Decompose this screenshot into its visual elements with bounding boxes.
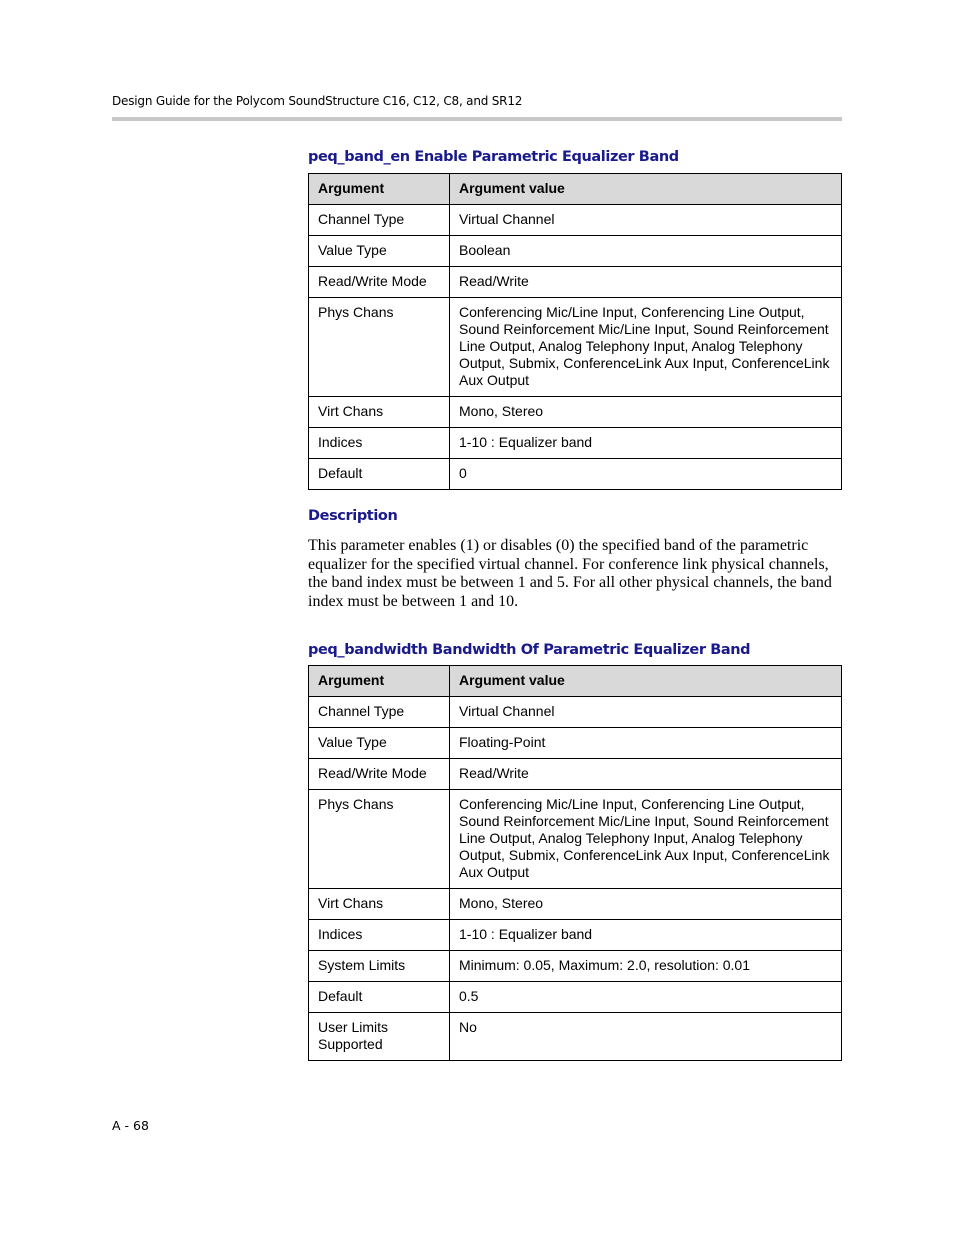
argument-cell: User Limits Supported [309, 1013, 450, 1061]
argument-value-cell: Minimum: 0.05, Maximum: 2.0, resolution: 0.01 [450, 951, 842, 982]
argument-cell: Value Type [309, 236, 450, 267]
running-header: Design Guide for the Polycom SoundStructure C16, C12, C8, and SR12 [112, 94, 523, 108]
table-row [309, 759, 842, 790]
argument-cell: Channel Type [309, 697, 450, 728]
argument-value-cell: 0.5 [450, 982, 842, 1013]
table-row [309, 951, 842, 982]
table-row [309, 982, 842, 1013]
table-row [309, 728, 842, 759]
table-row [309, 459, 842, 490]
argument-cell: Default [309, 459, 450, 490]
argument-value-cell: Read/Write [450, 759, 842, 790]
argument-value-cell: Boolean [450, 236, 842, 267]
table-row [309, 1013, 842, 1061]
column-header-argument-value: Argument value [450, 666, 842, 697]
column-header-argument-value: Argument value [450, 174, 842, 205]
column-header-argument: Argument [309, 174, 450, 205]
table-header-row [309, 174, 842, 205]
argument-value-cell: Conferencing Mic/Line Input, Conferencing Line Output, Sound Reinforcement Mic/Line Input, Sound Reinforcement Line Output, Analog Telephony Input, Analog Telephony Output, Submix, ConferenceLink Aux Input, ConferenceLink Aux Output [450, 790, 842, 889]
argument-value-cell: 1-10 : Equalizer band [450, 428, 842, 459]
argument-cell: Read/Write Mode [309, 759, 450, 790]
table-row [309, 298, 842, 397]
argument-value-cell: Conferencing Mic/Line Input, Conferencing Line Output, Sound Reinforcement Mic/Line Input, Sound Reinforcement Line Output, Analog Telephony Input, Analog Telephony Output, Submix, ConferenceLink Aux Input, ConferenceLink Aux Output [450, 298, 842, 397]
table-row [309, 205, 842, 236]
table-row [309, 236, 842, 267]
table-header-row [309, 666, 842, 697]
argument-cell: Phys Chans [309, 790, 450, 889]
argument-value-cell: 0 [450, 459, 842, 490]
table-row [309, 397, 842, 428]
table-row [309, 428, 842, 459]
argument-value-cell: Read/Write [450, 267, 842, 298]
argument-cell: Indices [309, 920, 450, 951]
argument-value-cell: 1-10 : Equalizer band [450, 920, 842, 951]
column-header-argument: Argument [309, 666, 450, 697]
argument-cell: System Limits [309, 951, 450, 982]
argument-cell: Phys Chans [309, 298, 450, 397]
section-heading-peq-band-en: peq_band_en Enable Parametric Equalizer Band [308, 149, 679, 165]
argument-cell: Indices [309, 428, 450, 459]
table-row [309, 920, 842, 951]
argument-value-cell: Mono, Stereo [450, 397, 842, 428]
peq-band-en-table [308, 173, 842, 490]
description-text: This parameter enables (1) or disables (0) the specified band of the parametric equalizer for the specified virtual channel. For conference link physical channels, the band index must be between 1 and 5. For all other physical channels, the band index must be between 1 and 10. [308, 537, 832, 611]
argument-cell: Virt Chans [309, 397, 450, 428]
argument-value-cell: Virtual Channel [450, 697, 842, 728]
table-row [309, 697, 842, 728]
header-rule [112, 117, 842, 121]
table-row [309, 267, 842, 298]
argument-cell: Value Type [309, 728, 450, 759]
table-row [309, 790, 842, 889]
argument-cell: Channel Type [309, 205, 450, 236]
argument-value-cell: Floating-Point [450, 728, 842, 759]
table-row [309, 889, 842, 920]
section-heading-peq-bandwidth: peq_bandwidth Bandwidth Of Parametric Equalizer Band [308, 642, 751, 658]
argument-value-cell: No [450, 1013, 842, 1061]
argument-cell: Read/Write Mode [309, 267, 450, 298]
page-number: A - 68 [112, 1118, 149, 1133]
peq-bandwidth-table [308, 665, 842, 1061]
argument-value-cell: Virtual Channel [450, 205, 842, 236]
argument-cell: Virt Chans [309, 889, 450, 920]
description-heading: Description [308, 508, 398, 524]
argument-value-cell: Mono, Stereo [450, 889, 842, 920]
argument-cell: Default [309, 982, 450, 1013]
